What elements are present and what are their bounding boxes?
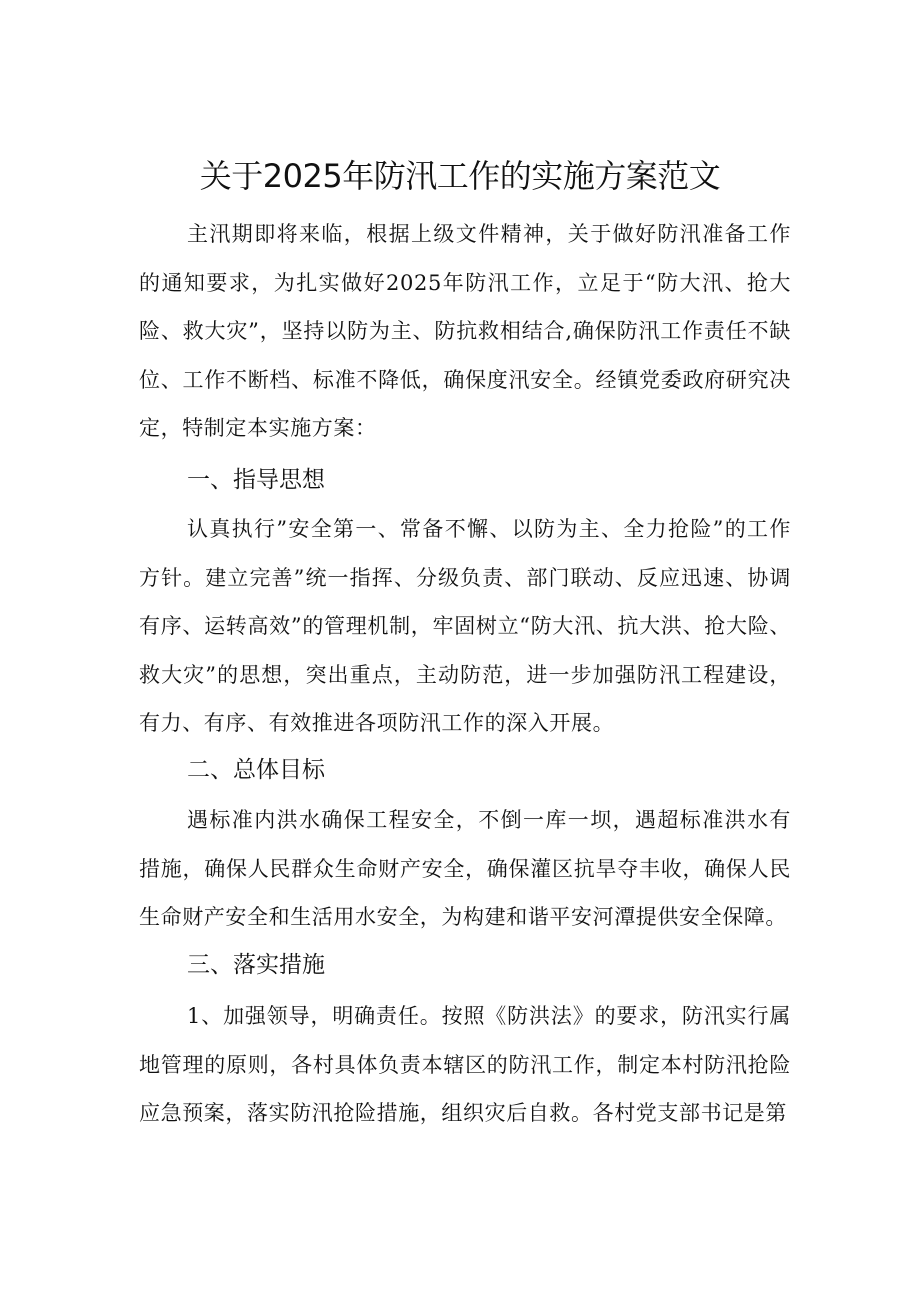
section-heading-overall-goals: 二、总体目标 (187, 757, 325, 783)
section-heading-implementation-measures: 三、落实措施 (187, 952, 325, 978)
section-body-overall-goals: 遇标准内洪水确保工程安全，不倒一库一坝，遇超标准洪水有措施，确保人民群众生命财产安全，确保灌区抗旱夺丰收，确保人民生命财产安全和生活用水安全，为构建和谐平安河潭提供安全保障。 (139, 808, 791, 929)
section-heading-guiding-ideology: 一、指导思想 (187, 467, 325, 493)
document-title: 关于2025年防汛工作的实施方案范文 (199, 157, 721, 195)
section-body-guiding-ideology: 认真执行”安全第一、常备不懈、以防为主、全力抢险”的工作方针。建立完善”统一指挥、分级负责、部门联动、反应迅速、协调有序、运转高效”的管理机制，牢固树立“防大汛、抗大洪、抢大险、救大灾”的思想，突出重点，主动防范，进一步加强防汛工程建设，有力、有序、有效推进各项防汛工作的深入开展。 (139, 517, 791, 735)
intro-paragraph: 主汛期即将来临，根据上级文件精神，关于做好防汛准备工作的通知要求，为扎实做好2025年防汛工作，立足于“防大汛、抢大险、救大灾”，坚持以防为主、防抗救相结合,确保防汛工作责任不缺位、工作不断档、标准不降低，确保度汛安全。经镇党委政府研究决定，特制定本实施方案： (139, 222, 791, 440)
section-body-implementation-measures: 1、加强领导，明确责任。按照《防洪法》的要求，防汛实行属地管理的原则，各村具体负责本辖区的防汛工作，制定本村防汛抢险应急预案，落实防汛抢险措施，组织灾后自救。各村党支部书记是第 (139, 1004, 791, 1125)
